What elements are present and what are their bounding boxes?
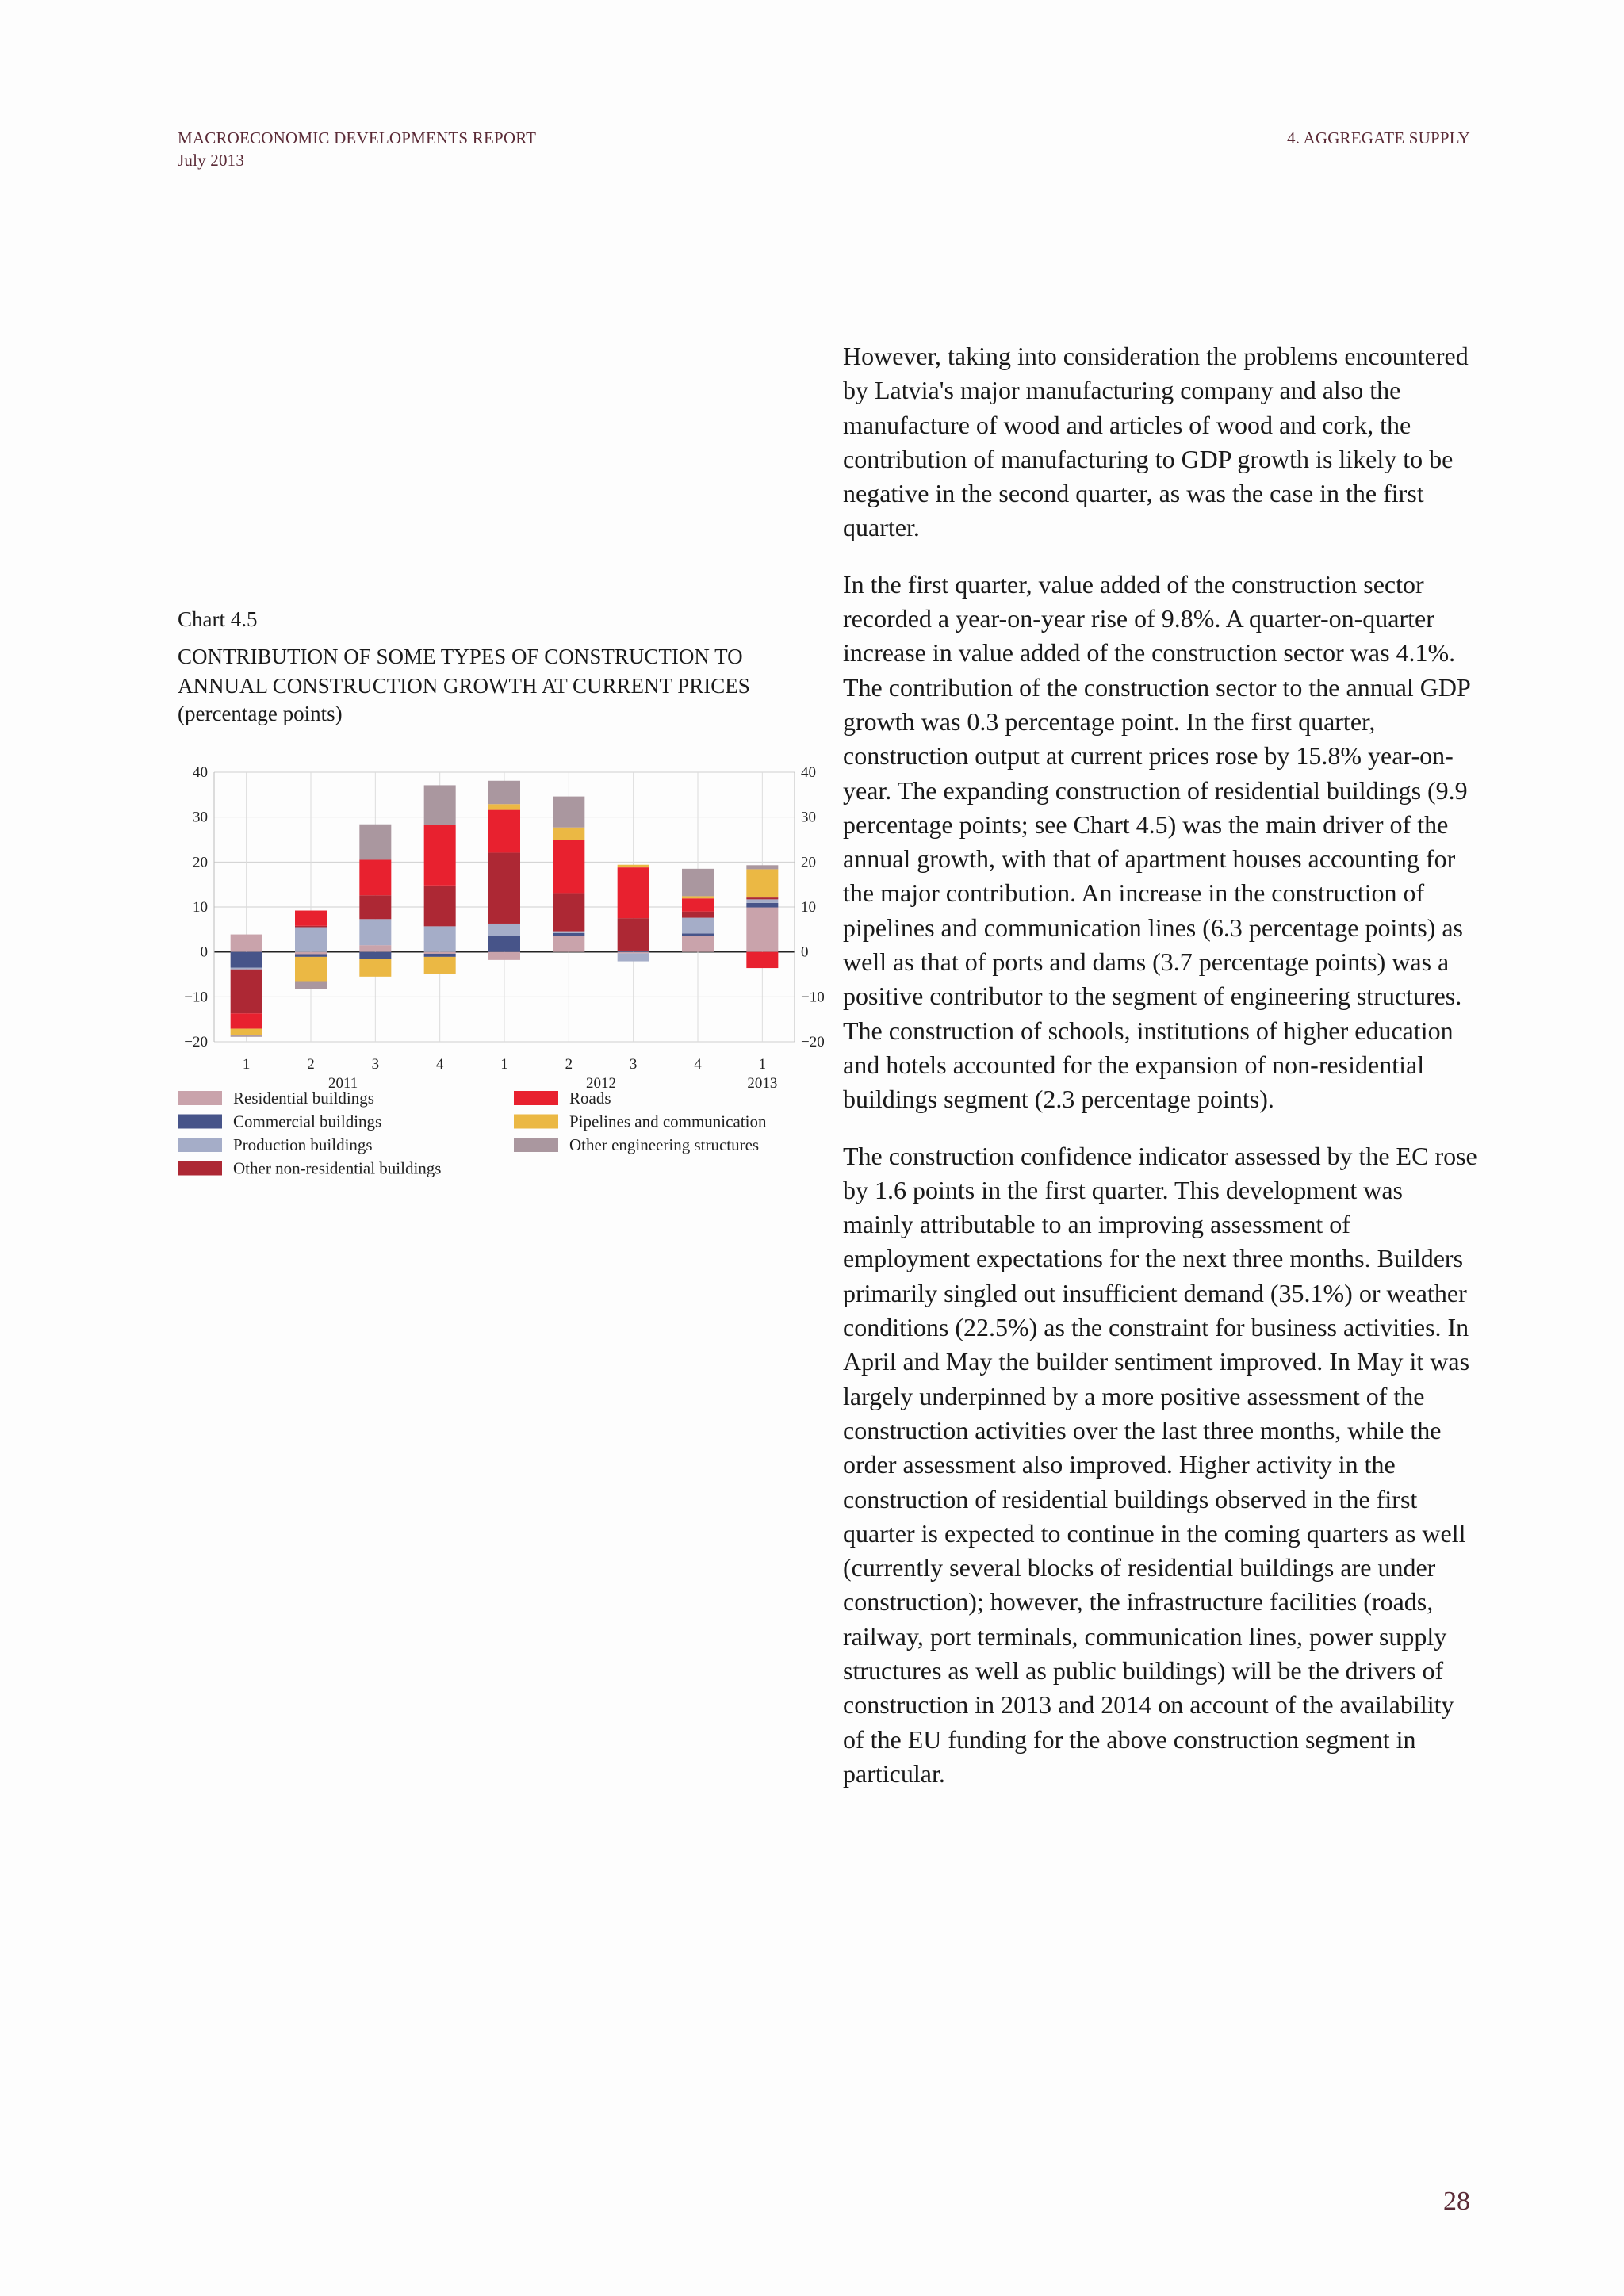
bar-segment [359, 945, 391, 952]
y-tick-label-left: 0 [200, 943, 208, 961]
legend-swatch [514, 1115, 558, 1129]
y-tick-label-right: 40 [801, 764, 816, 781]
year-label: 2013 [747, 1075, 778, 1092]
y-tick-label-left: −20 [184, 1034, 208, 1050]
bar-segment [424, 926, 456, 951]
bar-segment [295, 928, 327, 952]
bar-segment [231, 1035, 262, 1037]
legend-label: Roads [569, 1089, 611, 1108]
x-tick-label: 3 [371, 1056, 380, 1073]
bar-segment [553, 797, 584, 828]
chart-title: CONTRIBUTION OF SOME TYPES OF CONSTRUCTION TO ANNUAL CONSTRUCTION GROWTH AT CURRENT PRICES [178, 645, 750, 698]
bar-segment [618, 951, 649, 952]
bar-segment [746, 903, 778, 908]
year-label: 2011 [328, 1075, 358, 1092]
legend-swatch [514, 1091, 558, 1105]
bar-segment [488, 924, 520, 936]
report-title: MACROECONOMIC DEVELOPMENTS REPORT [178, 128, 537, 147]
y-tick-label-left: 10 [193, 899, 208, 916]
bar-segment [295, 982, 327, 989]
x-tick-label: 2 [565, 1056, 573, 1073]
bar-segment [424, 886, 456, 927]
legend-label: Commercial buildings [233, 1112, 382, 1131]
bar-segment [553, 840, 584, 893]
chart-caption [178, 606, 812, 726]
bar-segment [231, 970, 262, 1014]
bar-segment [424, 825, 456, 886]
bar-segment [682, 912, 714, 918]
bar-segment [746, 869, 778, 897]
bar-segment [682, 918, 714, 934]
bar-segment [553, 828, 584, 840]
bar-segment [424, 954, 456, 957]
bar-segment [231, 1013, 262, 1028]
bar-segment [231, 935, 262, 952]
year-label: 2012 [586, 1075, 616, 1092]
paragraph: In the first quarter, value added of the construction sector recorded a year-on-year rise of 9.8%. A quarter-on-quarter increase in value added of the construction sector was 4.1%. The contribution of the construction sector to the annual GDP growth was 0.3 percentage point. In the first quarter, construction output at current prices rose by 15.8% year-on-year. The expanding construction of residential buildings (9.9 percentage points; see Chart 4.5) was the main driver of the annual growth, with that of apartment houses accounting for the major contribution. An increase in the construction of pipelines and communication lines (6.3 percentage points) as well as that of ports and dams (3.7 percentage points) was a positive contributor to the segment of engineering structures. The construction of schools, institutions of higher education and hotels accounted for the expansion of non-residential buildings segment (2.3 percentage points). [843, 569, 1470, 1114]
y-tick-label-left: −10 [184, 989, 208, 1006]
section-title: 4. AGGREGATE SUPPLY [1287, 128, 1470, 147]
legend-label: Residential buildings [233, 1089, 374, 1108]
bar-segment [231, 1029, 262, 1036]
legend-label: Production buildings [233, 1135, 373, 1154]
bar-segment [295, 952, 327, 955]
running-header-left [178, 127, 536, 171]
stacked-bar-chart [178, 764, 828, 1192]
bar-segment [553, 893, 584, 931]
bar-segment [488, 936, 520, 952]
legend-swatch [178, 1115, 222, 1129]
x-tick-label: 1 [758, 1056, 767, 1073]
bar-segment [553, 936, 584, 952]
x-tick-label: 2 [307, 1056, 315, 1073]
bar-segment [424, 952, 456, 954]
body-text [843, 339, 1477, 1813]
bar-segment [488, 852, 520, 924]
bar-segment [359, 959, 391, 977]
bar-segment [682, 896, 714, 898]
paragraph: However, taking into consideration the problems encountered by Latvia's major manufacturing company and also the manufacture of wood and articles of wood and cork, the contribution of manufacturing to GDP growth is likely to be negative in the second quarter, as was the case in the first quarter. [843, 342, 1469, 542]
bar-segment [682, 936, 714, 952]
bar-segment [359, 952, 391, 959]
bar-segment [295, 957, 327, 982]
bar-segment [746, 897, 778, 899]
bar-segment [359, 860, 391, 896]
bar-segment [295, 926, 327, 928]
legend-label: Pipelines and communication [569, 1112, 767, 1131]
bar-segment [424, 957, 456, 974]
y-tick-label-right: 30 [801, 809, 816, 826]
bar-segment [618, 865, 649, 867]
y-tick-label-right: 20 [801, 854, 816, 871]
x-tick-label: 3 [629, 1056, 638, 1073]
legend-swatch [514, 1138, 558, 1152]
bar-segment [618, 918, 649, 951]
y-tick-label-left: 30 [193, 809, 208, 826]
y-tick-label-right: 0 [801, 943, 809, 961]
chart-label: Chart 4.5 [178, 607, 258, 631]
bar-segment [231, 952, 262, 968]
y-tick-label-left: 20 [193, 854, 208, 871]
bar-segment [682, 933, 714, 936]
bar-segment [488, 781, 520, 804]
y-tick-label-right: −20 [801, 1034, 825, 1050]
x-tick-label: 1 [242, 1056, 251, 1073]
legend-label: Other engineering structures [569, 1135, 760, 1154]
bar-segment [618, 952, 649, 954]
page-number: 28 [1443, 2187, 1470, 2216]
legend-swatch [178, 1161, 222, 1176]
legend-label: Other non-residential buildings [233, 1158, 442, 1178]
legend-swatch [178, 1138, 222, 1152]
chart-unit: (percentage points) [178, 702, 343, 725]
x-tick-label: 4 [694, 1056, 702, 1073]
bar-segment [746, 865, 778, 869]
bar-segment [746, 899, 778, 903]
bar-segment [359, 825, 391, 860]
y-tick-label-left: 40 [193, 764, 208, 781]
paragraph: The construction confidence indicator assessed by the EC rose by 1.6 points in the first quarter. This development was mainly attributable to an improving assessment of employment expectations for the next three months. Builders primarily singled out insufficient demand (35.1%) or weather conditions (22.5%) as the constraint for business activities. In April and May the builder sentiment improved. In May it was largely underpinned by a more positive assessment of the construction activities over the last three months, while the order assessment also improved. Higher activity in the construction of residential buildings observed in the first quarter is expected to continue in the coming quarters as well (currently several blocks of residential buildings are under construction); however, the infrastructure facilities (roads, railway, port terminals, communication lines, power supply structures as well as public buildings) will be the drivers of construction in 2013 and 2014 on account of the availability of the EU funding for the above construction segment in particular. [843, 1141, 1477, 1788]
bar-segment [746, 908, 778, 952]
report-date: July 2013 [178, 151, 245, 170]
bar-segment [231, 968, 262, 970]
y-tick-label-right: −10 [801, 989, 825, 1006]
bar-segment [295, 955, 327, 957]
bar-segment [618, 867, 649, 918]
bar-segment [359, 895, 391, 919]
y-tick-label-right: 10 [801, 899, 816, 916]
bar-segment [295, 911, 327, 926]
bar-segment [424, 785, 456, 825]
bar-segment [359, 919, 391, 945]
bar-segment [488, 804, 520, 809]
bar-segment [746, 952, 778, 968]
bar-segment [682, 869, 714, 897]
x-tick-label: 4 [435, 1056, 444, 1073]
legend-swatch [178, 1091, 222, 1105]
bar-segment [553, 932, 584, 933]
bar-segment [488, 952, 520, 960]
bar-segment [682, 898, 714, 911]
bar-segment [488, 810, 520, 853]
bar-segment [618, 953, 649, 961]
bar-segment [553, 933, 584, 936]
x-tick-label: 1 [500, 1056, 508, 1073]
